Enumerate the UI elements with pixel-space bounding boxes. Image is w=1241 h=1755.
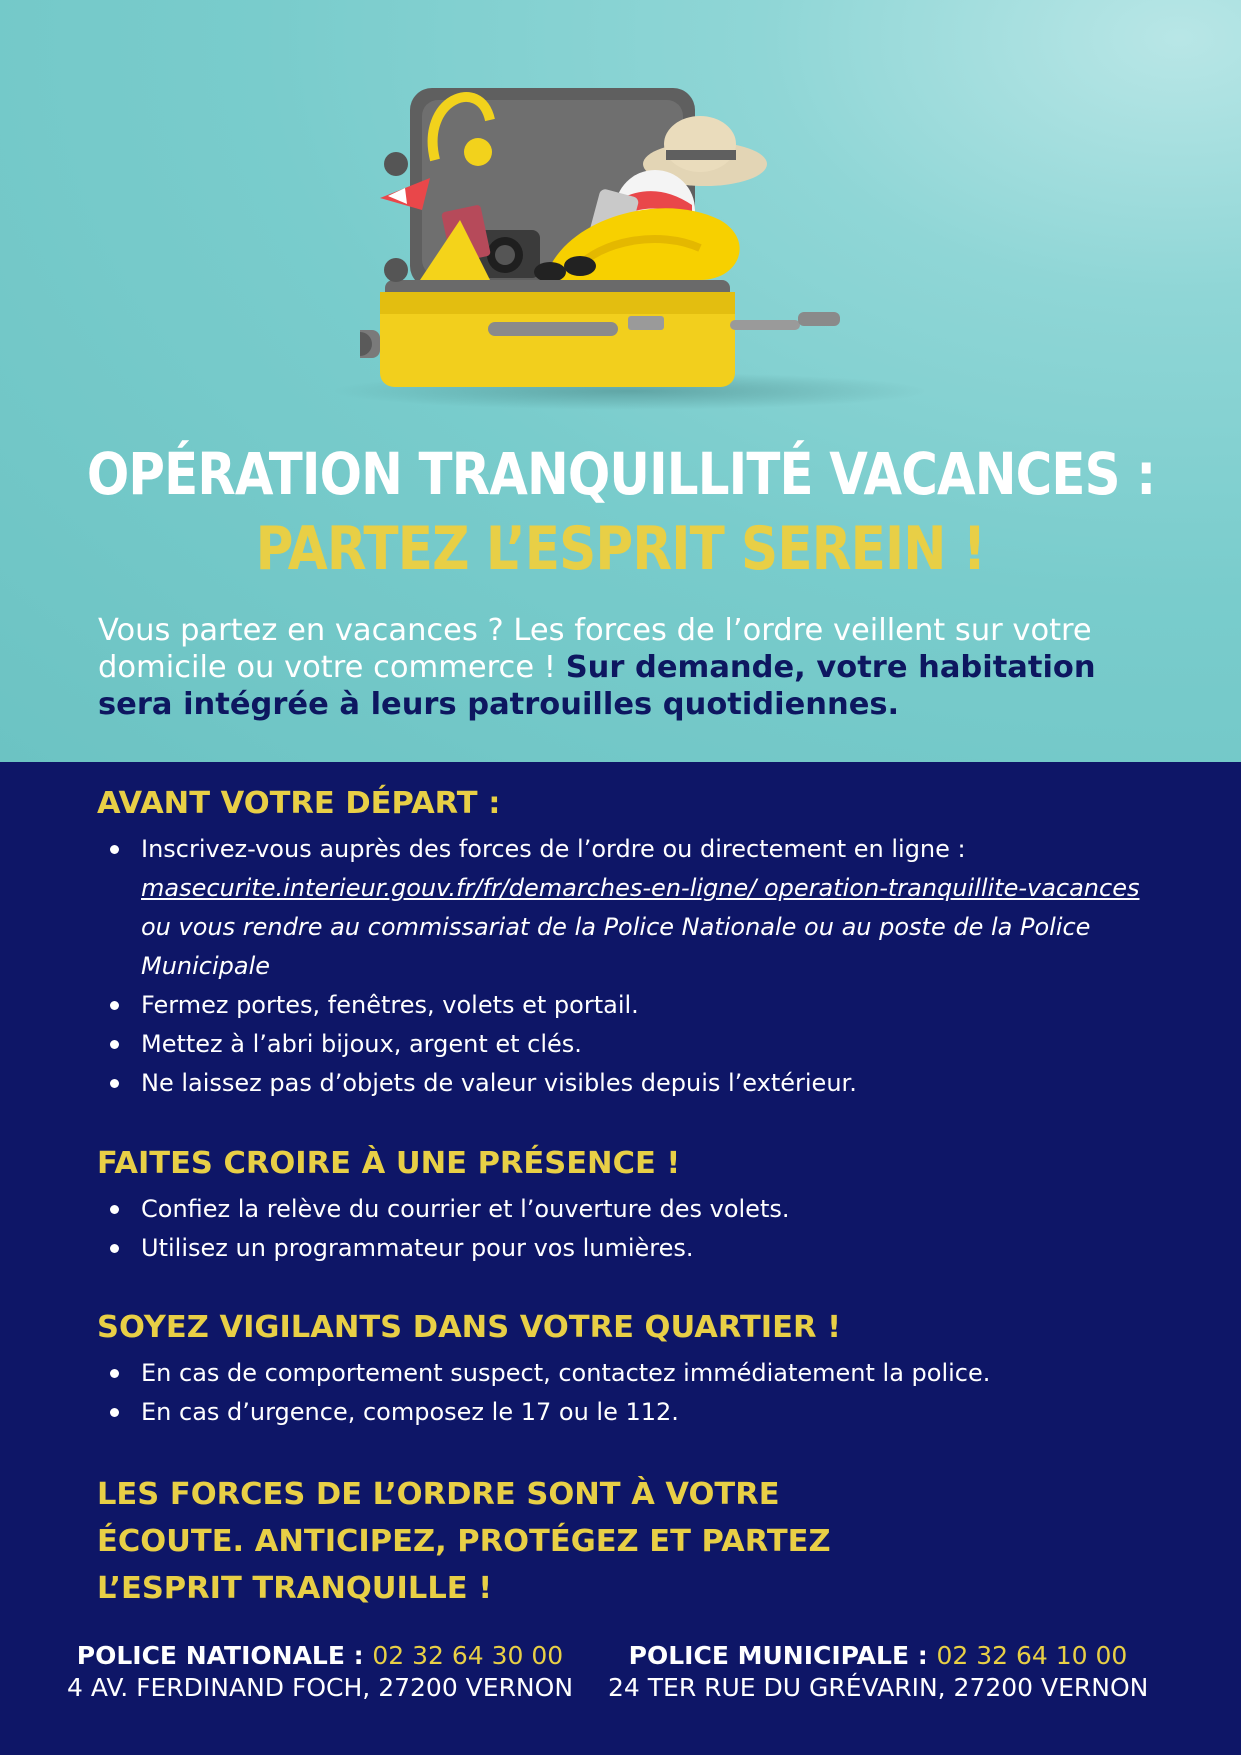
contact-police-municipale	[608, 1640, 1148, 1704]
intro-bold: Sur demande, votre habitation sera intégrée à leurs patrouilles quotidiennes.	[98, 650, 1096, 722]
item-text: Mettez à l’abri bijoux, argent et clés.	[141, 1030, 582, 1058]
heading-avant-depart: AVANT VOTRE DÉPART :	[97, 786, 501, 821]
title-line-1: OPÉRATION TRANQUILLITÉ VACANCES :	[86, 440, 1156, 508]
phone-number[interactable]: 02 32 64 30 00	[372, 1641, 564, 1670]
bullet-icon	[110, 1244, 119, 1253]
item-text: Confiez la relève du courrier et l’ouverture des volets.	[141, 1195, 790, 1223]
list-item	[98, 1064, 1158, 1103]
item-text: Inscrivez-vous auprès des forces de l’ordre ou directement en ligne :	[141, 835, 966, 863]
list-item	[98, 1190, 1158, 1229]
contact-label: POLICE NATIONALE :	[76, 1641, 373, 1670]
item-text: Utilisez un programmateur pour vos lumières.	[141, 1234, 694, 1262]
list-item	[98, 1229, 1158, 1268]
list-item	[98, 1025, 1158, 1064]
list-avant-depart	[98, 830, 1158, 1103]
hero-section	[0, 0, 1241, 762]
bullet-icon	[110, 1079, 119, 1088]
contact-address: 24 TER RUE DU GRÉVARIN, 27200 VERNON	[608, 1673, 1149, 1702]
bullet-icon	[110, 845, 119, 854]
list-presence	[98, 1190, 1158, 1268]
contact-label: POLICE MUNICIPALE :	[628, 1641, 937, 1670]
heading-presence: FAITES CROIRE À UNE PRÉSENCE !	[97, 1146, 681, 1181]
suitcase-icon	[360, 80, 920, 410]
closing-message: LES FORCES DE L’ORDRE SONT À VOTRE ÉCOUTE. ANTICIPEZ, PROTÉGEZ ET PARTEZ L’ESPRIT TRANQUILLE !	[97, 1477, 831, 1606]
item-text: Ne laissez pas d’objets de valeur visibles depuis l’extérieur.	[141, 1069, 857, 1097]
list-vigilants	[98, 1354, 1158, 1432]
item-text: Fermez portes, fenêtres, volets et portail.	[141, 991, 639, 1019]
intro-plain: Vous partez en vacances ? Les forces de l’ordre veillent sur votre domicile ou votre commerce !	[98, 613, 1092, 685]
phone-number[interactable]: 02 32 64 10 00	[936, 1641, 1128, 1670]
bullet-icon	[110, 1001, 119, 1010]
registration-link[interactable]: masecurite.interieur.gouv.fr/fr/demarches-en-ligne/ operation-tranquillite-vacances	[141, 874, 1140, 902]
heading-vigilants: SOYEZ VIGILANTS DANS VOTRE QUARTIER !	[97, 1310, 842, 1345]
list-item	[98, 830, 1158, 986]
list-item	[98, 1354, 1158, 1393]
item-text-after: ou vous rendre au commissariat de la Police Nationale ou au poste de la Police Municipale	[141, 913, 1091, 980]
contact-police-nationale	[60, 1640, 580, 1704]
title-line-2: PARTEZ L’ESPRIT SEREIN !	[255, 514, 986, 584]
bullet-icon	[110, 1205, 119, 1214]
list-item	[98, 986, 1158, 1025]
intro-paragraph	[98, 612, 1178, 723]
bullet-icon	[110, 1040, 119, 1049]
bullet-icon	[110, 1369, 119, 1378]
contact-address: 4 AV. FERDINAND FOCH, 27200 VERNON	[66, 1673, 574, 1702]
item-text: En cas d’urgence, composez le 17 ou le 112.	[141, 1398, 679, 1426]
bullet-icon	[110, 1408, 119, 1417]
list-item	[98, 1393, 1158, 1432]
item-text: En cas de comportement suspect, contactez immédiatement la police.	[141, 1359, 991, 1387]
